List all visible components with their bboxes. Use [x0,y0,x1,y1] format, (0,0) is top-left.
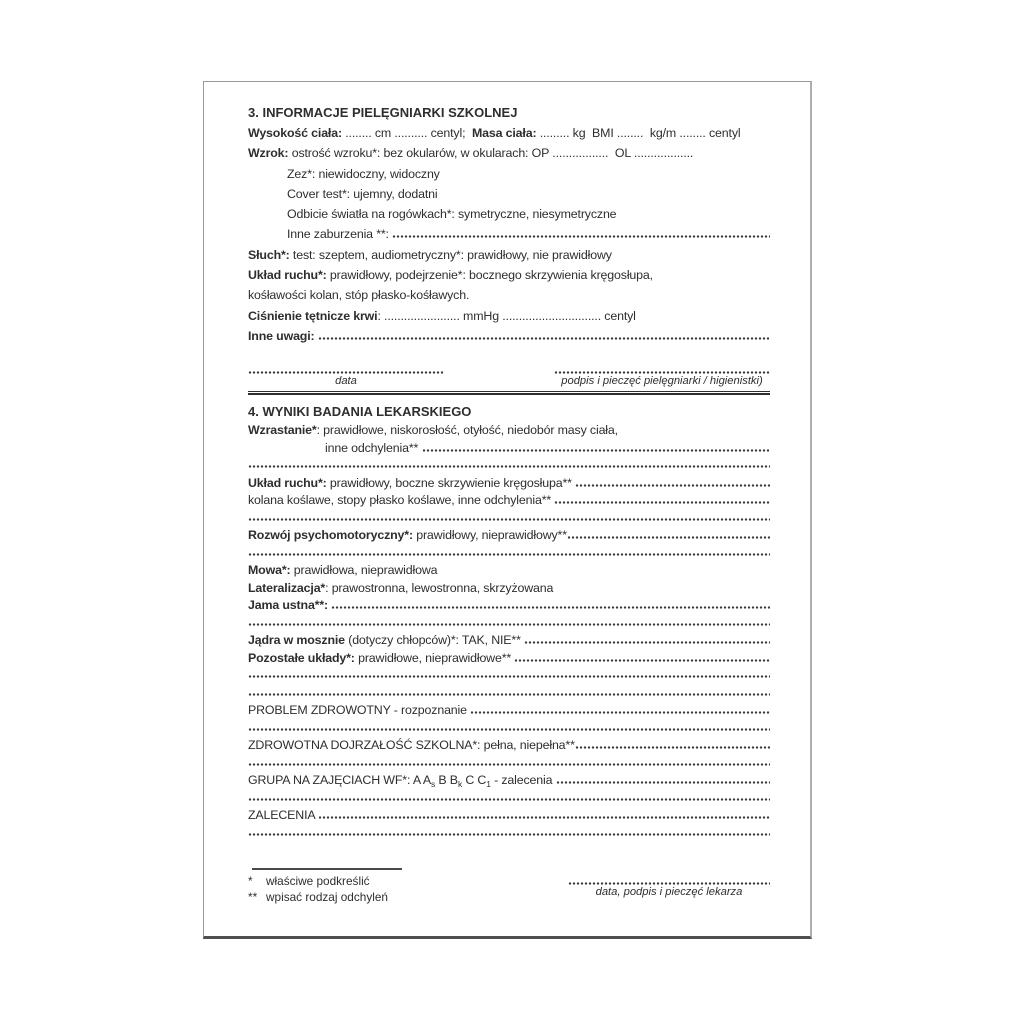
form-line [248,790,770,808]
field-label: Rozwój psychomotoryczny*: [248,528,413,543]
form-line [248,825,770,843]
field-label: Jądra w mosznie [248,633,345,648]
dotted-fill-line [575,738,770,749]
dotted-fill-line [318,808,770,819]
form-line [248,224,770,244]
form-line [248,245,770,265]
field-text: Odbicie światła na rogówkach*: symetryczne, niesymetryczne [287,207,617,222]
dotted-fill-line [392,227,770,238]
form-line [248,562,770,580]
dotted-fill-line [422,441,771,452]
dotted-fill-line [248,510,770,521]
form-line [248,422,770,440]
dotted-fill-line [248,755,770,766]
footnotes-block [248,868,402,905]
field-text: prawidłowy, podejrzenie*: bocznego skrzywienia kręgosłupa, [326,268,653,283]
field-text: kośławości kolan, stóp płasko-kośławych. [248,288,470,303]
form-line [248,204,770,224]
field-text: prawidłowe, nieprawidłowe** [354,650,515,665]
field-text: test: szeptem, audiometryczny*: prawidłowy, nie prawidłowy [289,247,612,262]
date-label: data [335,375,357,388]
nurse-stamp-block [554,363,770,388]
form-line [248,685,770,703]
field-text: : prawidłowe, niskorosłość, otyłość, niedobór masy ciała, [316,423,618,438]
field-text: ........ cm .......... centyl; [341,126,472,140]
field-text: ZALECENIA [248,808,319,823]
form-line [248,650,770,668]
section-medical-examination [248,402,770,842]
form-line [248,143,770,163]
field-text: C C [462,773,487,788]
form-line [248,807,770,825]
field-label: Masa ciała: [471,126,537,140]
field-label: Słuch*: [248,247,290,262]
footnote-line [248,890,402,906]
form-line [248,527,770,545]
field-text: ostrość wzroku*: bez okularów, w okularach: OP ................. OL .................. [288,146,694,161]
footnote-rule [252,868,402,870]
field-text: ZDROWOTNA DOJRZAŁOŚĆ SZKOLNA*: pełna, niepełna** [248,738,575,753]
dotted-fill-line [331,598,770,609]
section4-lines [248,422,770,842]
field-label: Jama ustna**: [248,598,328,613]
nurse-stamp-dotted-line [554,363,770,374]
field-text: ......... kg BMI ........ kg/m ........ centyl [536,126,741,140]
subscript-text: 1 [486,778,491,789]
form-line [248,580,770,598]
date-signature-block [248,363,444,388]
footnote-marker: * [248,874,253,889]
dotted-fill-line [248,545,770,556]
dotted-fill-line [248,720,770,731]
form-line [248,123,770,143]
dotted-fill-line [567,528,770,539]
footnote-line [248,874,402,890]
form-line [248,326,770,346]
dotted-fill-line [524,633,770,644]
doctor-signature-label: data, podpis i pieczęć lekarza [595,886,743,899]
footnote-text: wpisać rodzaj odchyleń [266,889,388,904]
field-label: Inne uwagi: [248,328,315,343]
field-text: Zez*: niewidoczny, widoczny [287,166,440,181]
form-line [248,597,770,615]
section-nurse-information [248,103,770,346]
form-line [248,632,770,650]
form-line [248,615,770,633]
field-text: prawidłowy, nieprawidłowy** [412,528,567,543]
field-label: Wzrastanie* [248,423,317,438]
form-line [248,702,770,720]
field-text: GRUPA NA ZAJĘCIACH WF*: A A [248,773,431,788]
field-text: Cover test*: ujemny, dodatni [287,186,438,201]
form-line [248,457,770,475]
form-line [248,755,770,773]
field-label: Lateralizacja* [248,580,326,595]
form-line [248,772,770,790]
field-text: prawidłowy, boczne skrzywienie kręgosłupa** [326,475,576,490]
dotted-fill-line [575,476,770,487]
field-text: Inne zaburzenia **: [287,227,393,242]
dotted-fill-line [248,667,770,678]
footnote-text: właściwe podkreślić [266,874,370,889]
field-text: B B [435,773,458,788]
field-text: prawidłowa, nieprawidłowa [290,563,438,578]
form-line [248,475,770,493]
nurse-signature-row [248,363,770,388]
form-page [203,81,812,939]
field-label: Układ ruchu*: [248,475,327,490]
form-line [248,720,770,738]
section3-lines [248,123,770,346]
field-text: (dotyczy chłopców)*: TAK, NIE** [344,633,525,648]
field-text: : prawostronna, lewostronna, skrzyżowana [325,580,554,595]
doctor-signature-dotted-line [568,874,770,885]
dotted-fill-line [248,457,770,468]
form-line [248,306,770,326]
form-line [248,737,770,755]
field-text: kolana koślawe, stopy płasko koślawe, inne odchylenia** [248,493,555,508]
field-text: PROBLEM ZDROWOTNY - rozpoznanie [248,703,471,718]
field-text: inne odchylenia** [325,440,422,455]
dotted-fill-line [470,703,770,714]
section4-title: 4. WYNIKI BADANIA LEKARSKIEGO [248,404,472,420]
form-line [248,667,770,685]
form-line [248,545,770,563]
form-line [248,265,770,285]
subscript-text: s [431,778,436,789]
form-line [248,440,770,458]
dotted-fill-line [554,493,770,504]
dotted-fill-line [556,773,770,784]
field-label: Pozostałe układy*: [248,650,355,665]
dotted-fill-line [248,825,770,836]
doctor-signature-block [568,874,770,905]
section3-title: 3. INFORMACJE PIELĘGNIARKI SZKOLNEJ [248,105,518,120]
dotted-fill-line [248,685,770,696]
form-line [248,510,770,528]
section-divider-rule [248,391,770,395]
dotted-fill-line [248,615,770,626]
dotted-fill-line [514,651,770,662]
subscript-text: k [457,778,463,789]
date-dotted-line [248,363,444,374]
field-label: Układ ruchu*: [248,268,327,283]
field-label: Wysokość ciała: [248,126,342,140]
footnote-marker: ** [248,889,258,904]
nurse-stamp-label: podpis i pieczęć pielęgniarki / higienistki) [561,375,763,388]
dotted-fill-line [248,790,770,801]
field-label: Mowa*: [248,563,291,578]
form-line [248,285,770,305]
form-line [248,164,770,184]
field-text: : ....................... mmHg .............................. centyl [377,308,636,323]
form-footer [248,868,770,905]
field-label: Ciśnienie tętnicze krwi [248,308,378,323]
form-line [248,184,770,204]
field-label: Wzrok: [248,146,289,161]
dotted-fill-line [318,329,770,340]
field-text: - zalecenia [490,773,556,788]
form-line [248,492,770,510]
